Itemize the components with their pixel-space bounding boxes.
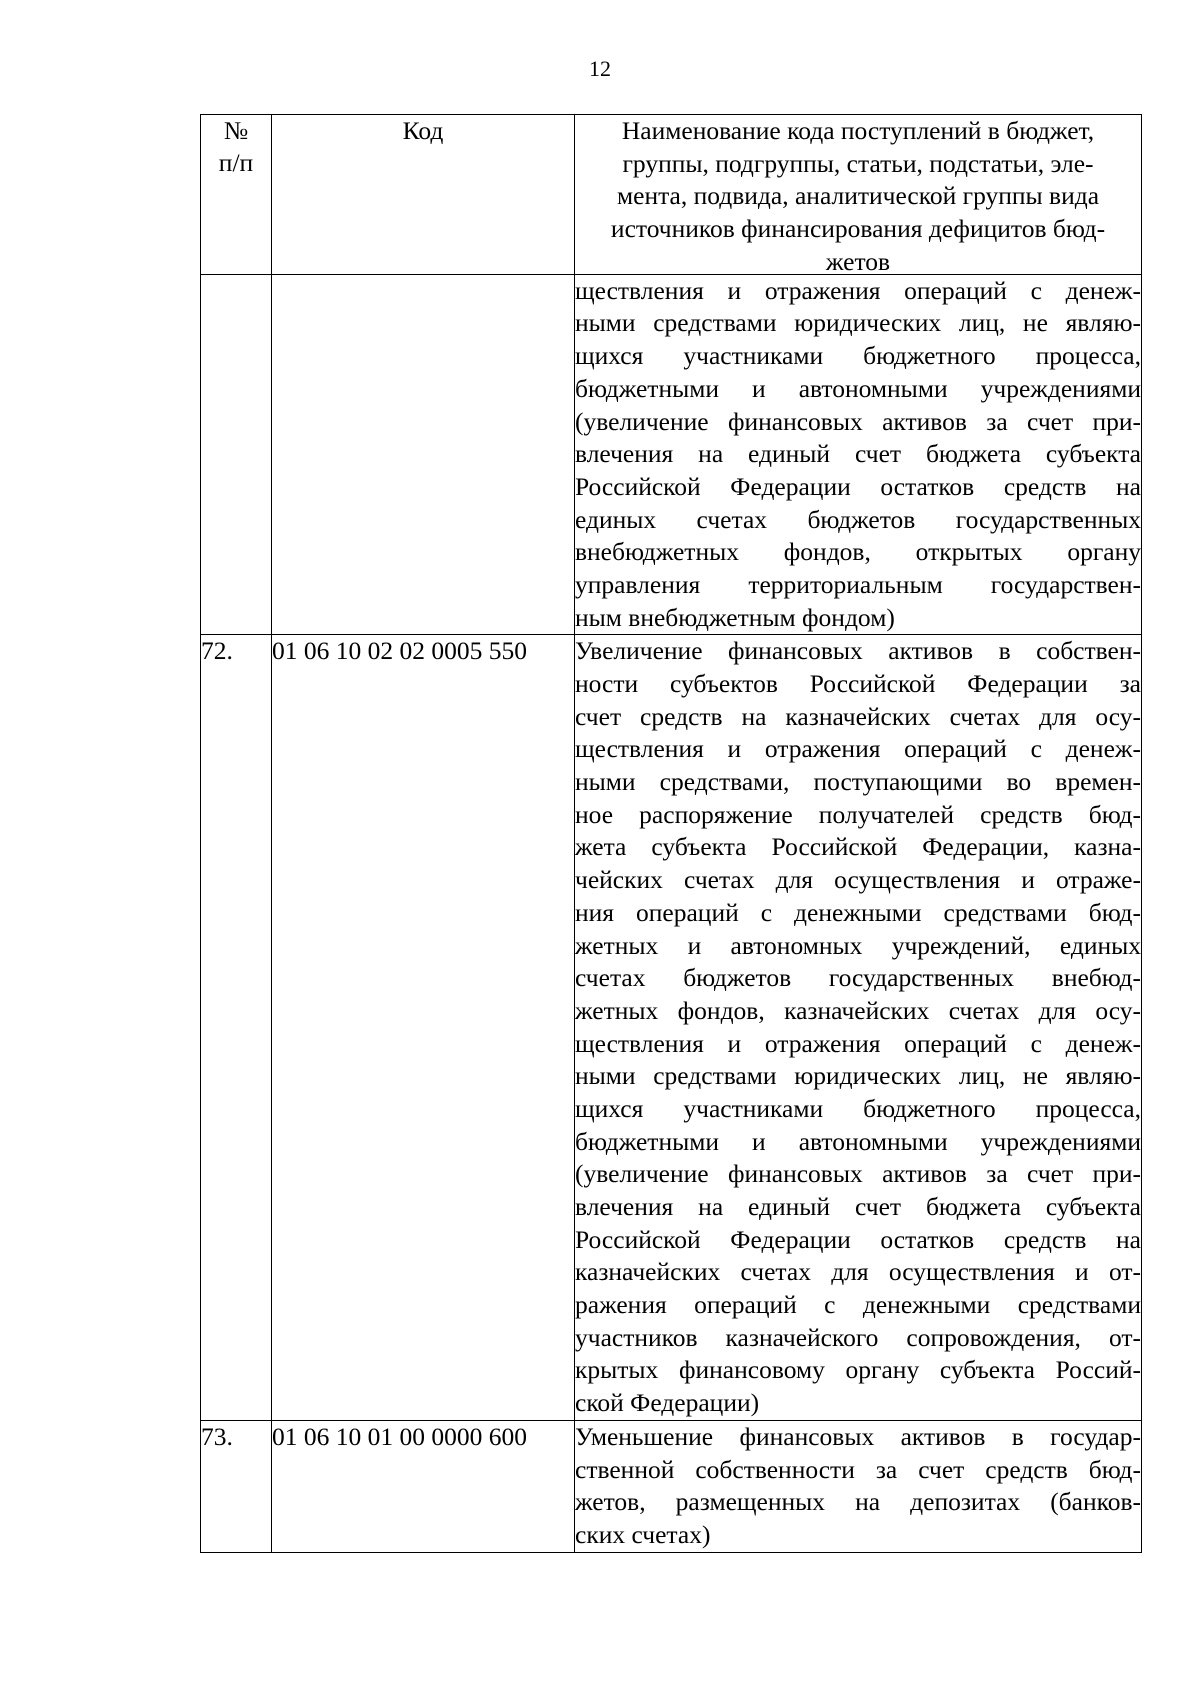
header-name-line: Наименование кода поступлений в бюджет,	[621, 116, 1095, 145]
row-name-line: бюджетными и автономными учреждениями	[575, 373, 1141, 403]
row-name-line: ными средствами юридических лиц, не являю-	[575, 1061, 1141, 1091]
header-name-column	[575, 115, 1142, 275]
row-code-cell: 01 06 10 02 02 0005 550	[272, 635, 575, 1421]
row-name-line: ществления и отражения операций с денеж-	[575, 1028, 1141, 1058]
table-row	[201, 274, 1142, 635]
row-number-cell: 73.	[201, 1420, 272, 1552]
row-name-line: щихся участниками бюджетного процесса,	[575, 1093, 1141, 1123]
table-row	[201, 635, 1142, 1421]
row-name-line: участников казначейского сопровождения, от-	[575, 1322, 1141, 1352]
row-name-line: счетах бюджетов государственных внебюд-	[575, 963, 1141, 993]
row-name-line: управления территориальным государствен-	[575, 569, 1141, 599]
row-name-line: ное распоряжение получателей средств бюд-	[575, 799, 1141, 829]
row-number-cell: 72.	[201, 635, 272, 1421]
row-name-line: (увеличение финансовых активов за счет при-	[575, 406, 1141, 436]
row-name-line: чейских счетах для осуществления и отраже-	[575, 865, 1141, 895]
row-name-cell	[575, 274, 1142, 635]
row-name-line: ских счетах)	[575, 1519, 711, 1549]
row-number-cell	[201, 274, 272, 635]
row-name-line: ражения операций с денежными средствами	[575, 1290, 1141, 1320]
row-name-line: ния операций с денежными средствами бюд-	[575, 897, 1141, 927]
row-name-line: Уменьшение финансовых активов в государ-	[575, 1421, 1141, 1451]
row-name-line: жета субъекта Российской Федерации, казна-	[575, 832, 1141, 862]
row-name-line: Российской Федерации остатков средств на	[575, 471, 1141, 501]
header-name-line: жетов	[825, 246, 891, 276]
row-name-line: жетных фондов, казначейских счетах для осу-	[575, 995, 1141, 1025]
row-name-line: крытых финансовому органу субъекта Россий-	[575, 1355, 1141, 1385]
row-code-cell	[272, 274, 575, 635]
row-name-line: бюджетными и автономными учреждениями	[575, 1126, 1141, 1156]
row-code-cell: 01 06 10 01 00 0000 600	[272, 1420, 575, 1552]
row-name-line: казначейских счетах для осуществления и от-	[575, 1257, 1141, 1287]
header-name-line: мента, подвида, аналитической группы вида	[616, 181, 1100, 211]
budget-classification-table	[200, 114, 1142, 1553]
row-name-line: ществления и отражения операций с денеж-	[575, 275, 1141, 305]
row-name-line: (увеличение финансовых активов за счет при-	[575, 1159, 1141, 1189]
header-number-sign: №	[223, 116, 249, 145]
row-name-line: ности субъектов Российской Федерации за	[575, 669, 1141, 698]
row-name-line: влечения на единый счет бюджета субъекта	[575, 439, 1141, 469]
row-name-line: жетов, размещенных на депозитах (банков-	[575, 1487, 1141, 1517]
row-name-cell	[575, 635, 1142, 1421]
row-name-line: счет средств на казначейских счетах для осу-	[575, 701, 1141, 731]
header-name-line: группы, подгруппы, статьи, подстатьи, эле-	[622, 148, 1094, 178]
row-name-line: ными средствами, поступающими во времен-	[575, 767, 1141, 797]
row-name-line: Российской Федерации остатков средств на	[575, 1224, 1141, 1254]
table-header-row	[201, 115, 1142, 275]
row-name-cell	[575, 1420, 1142, 1552]
row-name-line: ными средствами юридических лиц, не являю-	[575, 308, 1141, 338]
header-number-column	[201, 115, 272, 275]
row-name-line: влечения на единый счет бюджета субъекта	[575, 1192, 1141, 1221]
header-name-line: источников финансирования дефицитов бюд-	[610, 214, 1106, 244]
row-name-line: единых счетах бюджетов государственных	[575, 504, 1141, 534]
row-name-line: ственной собственности за счет средств бюд-	[575, 1454, 1141, 1484]
row-name-line: жетных и автономных учреждений, единых	[575, 930, 1141, 960]
row-name-line: ществления и отражения операций с денеж-	[575, 734, 1141, 764]
table-row	[201, 1420, 1142, 1552]
row-name-line: ской Федерации)	[575, 1388, 760, 1418]
header-number-abbrev: п/п	[218, 148, 254, 177]
header-code-column: Код	[272, 115, 575, 275]
row-name-line: внебюджетных фондов, открытых органу	[575, 537, 1141, 567]
row-name-line: щихся участниками бюджетного процесса,	[575, 341, 1141, 371]
page-number: 12	[589, 56, 611, 81]
row-name-line: ным внебюджетным фондом)	[575, 602, 895, 632]
row-name-line: Увеличение финансовых активов в собствен-	[575, 636, 1141, 666]
